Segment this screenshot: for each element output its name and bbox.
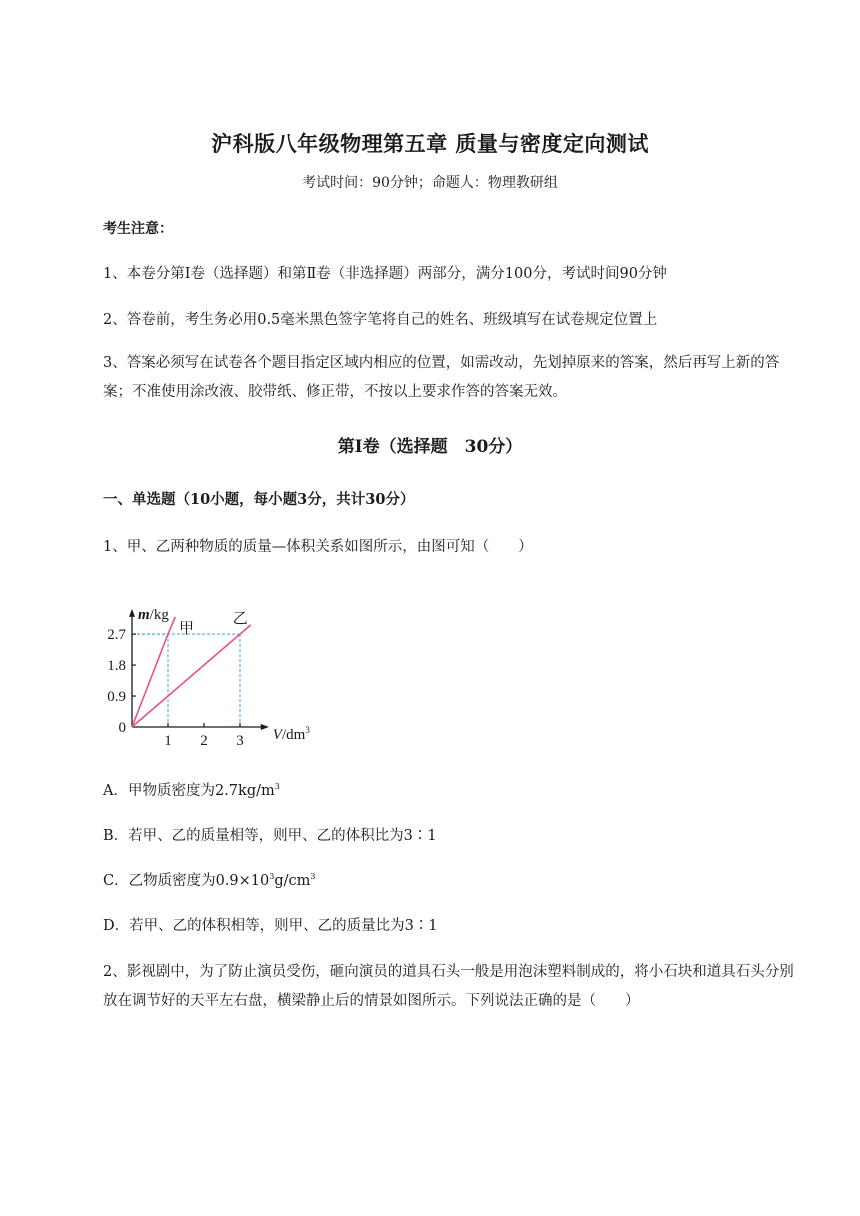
- series-label-yi: 乙: [232, 610, 248, 627]
- option-a-sup: 3: [274, 782, 280, 791]
- notice-item-2: 2、答卷前，考生务必用0.5毫米黑色签字笔将自己的姓名、班级填写在试卷规定位置上: [103, 312, 658, 328]
- series-label-jia: 甲: [179, 620, 195, 637]
- y-axis-arrow: [129, 609, 135, 617]
- notice-item-3: 3、答案必须写在试卷各个题目指定区域内相应的位置，如需改动，先划掉原来的答案，然后再写上新的答案；不准使用涂改液、胶带纸、修正带，不按以上要求作答的答案无效。: [103, 355, 780, 400]
- y-tick-label-2.7: 2.7: [107, 627, 126, 644]
- x-axis-arrow: [261, 724, 269, 730]
- mass-volume-chart: [107, 582, 330, 752]
- origin-label: 0: [118, 720, 126, 736]
- question-2-stem: 2、影视剧中，为了防止演员受伤，砸向演员的道具石头一般是用泡沫塑料制成的，将小石块和道具石头分别放在调节好的天平左右盘，横梁静止后的情景如图所示。下列说法正确的是（ ）: [103, 964, 794, 1009]
- option-a-text: A．甲物质密度为2.7kg/m: [103, 783, 275, 799]
- series-line-1: [132, 617, 175, 727]
- x-tick-label-3: 3: [236, 733, 244, 749]
- option-a[interactable]: [103, 779, 280, 800]
- x-tick-label-2: 2: [200, 733, 208, 749]
- option-c-text: C．乙物质密度为0.9×10: [103, 873, 270, 889]
- option-c[interactable]: [103, 869, 316, 890]
- part-heading: 一、单选题（10小题，每小题3分，共计30分）: [103, 491, 415, 508]
- y-tick-label-1.8: 1.8: [107, 658, 126, 675]
- notice-heading: 考生注意：: [103, 221, 173, 237]
- page-title: 沪科版八年级物理第五章 质量与密度定向测试: [211, 131, 649, 156]
- x-tick-label-1: 1: [164, 733, 172, 749]
- option-b[interactable]: [103, 824, 437, 845]
- section-title: 第Ⅰ卷（选择题 30分）: [337, 437, 523, 457]
- series-line-2: [132, 625, 251, 727]
- y-axis-label: m/kg: [138, 606, 169, 623]
- option-b-text: B．若甲、乙的质量相等，则甲、乙的体积比为3∶1: [103, 828, 437, 844]
- question-1-stem: 1、甲、乙两种物质的质量—体积关系如图所示，由图可知（ ）: [103, 539, 533, 555]
- option-d-text: D．若甲、乙的体积相等，则甲、乙的质量比为3∶1: [103, 918, 438, 934]
- exam-info: 考试时间：90分钟；命题人：物理教研组: [302, 175, 558, 191]
- option-c-sup-2: 3: [310, 872, 316, 881]
- option-d[interactable]: [103, 914, 438, 935]
- x-axis-label: $V/dm^3$: [272, 725, 310, 743]
- option-c-sup-1: 3: [269, 872, 275, 881]
- y-tick-label-0.9: 0.9: [107, 689, 126, 706]
- notice-item-1: 1、本卷分第Ⅰ卷（选择题）和第Ⅱ卷（非选择题）两部分，满分100分，考试时间90分钟: [103, 266, 667, 282]
- option-c-unit: g/cm: [274, 873, 311, 889]
